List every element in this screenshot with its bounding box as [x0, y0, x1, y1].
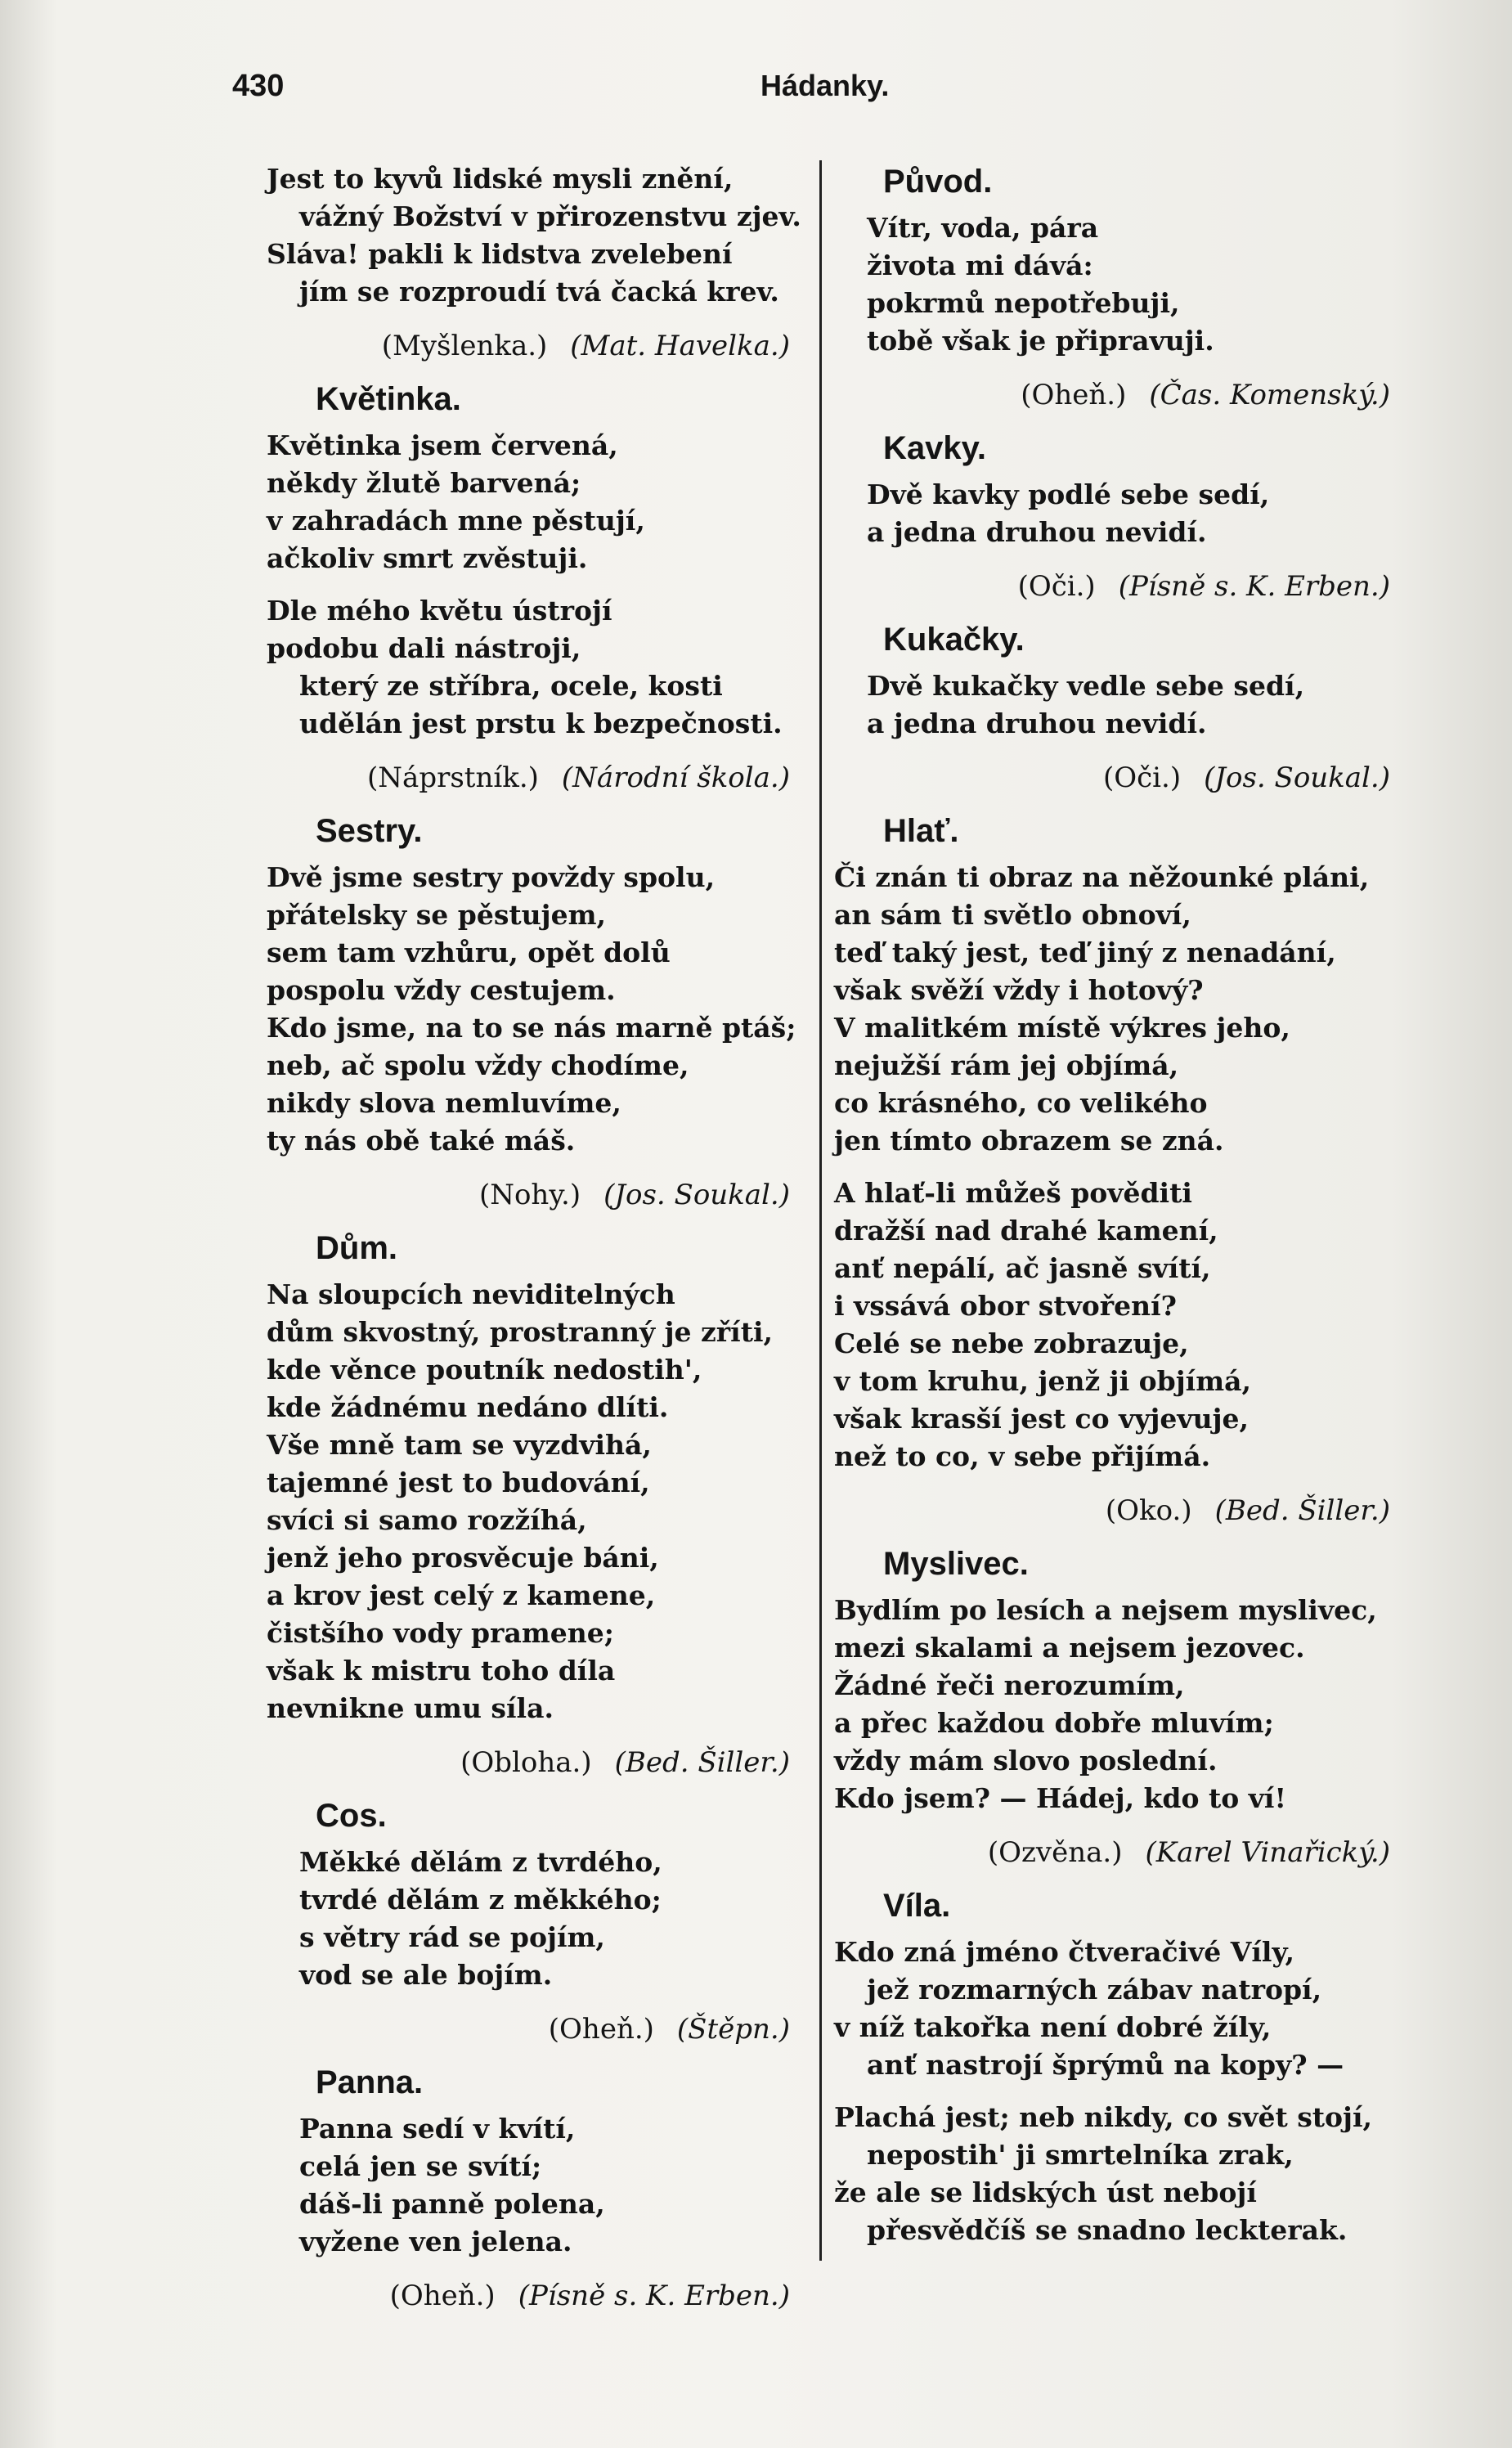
riddle-answer: (Oči.) — [1102, 761, 1182, 794]
riddle-source: (Mat. Havelka.) — [570, 330, 790, 362]
verse-line: celá jen se svítí; — [299, 2150, 542, 2182]
verse-line: s větry rád se pojím, — [299, 1921, 605, 1953]
verse-line: i vssává obor stvoření? — [834, 1290, 1178, 1322]
stanza — [267, 592, 790, 743]
verse-line: přátelsky se pěstujem, — [267, 899, 607, 931]
stanza — [267, 427, 790, 577]
verse-line: nepostih' ji smrtelníka zrak, — [867, 2139, 1294, 2171]
verse-line: tajemné jest to budování, — [267, 1467, 650, 1498]
riddle-answer-line — [267, 2275, 790, 2316]
verse-line: dům skvostný, prostranný je zříti, — [267, 1316, 773, 1348]
verse-line: jen tímto obrazem se zná. — [834, 1125, 1224, 1157]
verse-line: Dvě jsme sestry povždy spolu, — [267, 861, 716, 893]
verse-line: tvrdé dělám z měkkého; — [299, 1884, 662, 1916]
riddle-source: (Národní škola.) — [561, 761, 790, 794]
riddle-answer: (Nohy.) — [478, 1179, 581, 1211]
verse-line: a přec každou dobře mluvím; — [834, 1707, 1274, 1739]
verse-line: Dvě kavky podlé sebe sedí, — [867, 478, 1270, 510]
riddle-title: Dům. — [316, 1230, 397, 1266]
verse-line: který ze stříbra, ocele, kosti — [299, 670, 723, 702]
verse-line: kde žádnému nedáno dlíti. — [267, 1391, 669, 1423]
verse-line: svíci si samo rozžíhá, — [267, 1504, 587, 1536]
stanza — [834, 209, 1390, 360]
riddle-answer: (Oči.) — [1017, 570, 1096, 603]
verse-line: v níž takořka není dobré žíly, — [834, 2011, 1272, 2043]
verse-line: dáš-li panně polena, — [299, 2188, 605, 2220]
verse-line: anť nepálí, ač jasně svítí, — [834, 1252, 1211, 1284]
stanza — [834, 2099, 1390, 2249]
verse-line: mezi skalami a nejsem jezovec. — [834, 1632, 1305, 1664]
riddle-answer: (Oheň.) — [389, 2280, 496, 2312]
verse-line: ty nás obě také máš. — [267, 1125, 576, 1157]
verse-line: nevnikne umu síla. — [267, 1692, 554, 1724]
verse-line: V malitkém místě výkres jeho, — [834, 1012, 1290, 1044]
riddle-answer: (Myšlenka.) — [381, 330, 548, 362]
verse-line: však svěží vždy i hotový? — [834, 974, 1204, 1006]
stanza — [834, 667, 1390, 743]
riddle-source: (Čas. Komenský.) — [1149, 379, 1390, 411]
riddle-answer-line — [267, 757, 790, 798]
stanza — [267, 1276, 790, 1727]
verse-line: Vše mně tam se vyzdvihá, — [267, 1429, 652, 1461]
riddle — [834, 1543, 1390, 1873]
riddle — [267, 2061, 790, 2316]
verse-line: života mi dává: — [867, 249, 1093, 281]
verse-line: ačkoliv smrt zvěstuji. — [267, 542, 588, 574]
verse-line: v tom kruhu, jenž ji objímá, — [834, 1365, 1252, 1397]
riddle — [834, 810, 1390, 1531]
riddle-source: (Písně s. K. Erben.) — [518, 2280, 790, 2312]
riddle-title: Sestry. — [316, 813, 423, 849]
riddle — [834, 1884, 1390, 2249]
verse-line: tobě však je připravuji. — [867, 325, 1214, 357]
verse-line: kde věnce poutník nedostih', — [267, 1354, 702, 1386]
verse-line: někdy žlutě barvená; — [267, 467, 581, 499]
verse-line: Dvě kukačky vedle sebe sedí, — [867, 670, 1305, 702]
riddle-answer-line — [267, 326, 790, 366]
riddle-source: (Jos. Soukal.) — [603, 1179, 790, 1211]
riddle-answer-line — [267, 1742, 790, 1783]
verse-line: teď taký jest, teď jiný z nenadání, — [834, 937, 1336, 968]
riddle-title: Myslivec. — [883, 1546, 1029, 1582]
riddle-source: (Karel Vinařický.) — [1145, 1836, 1390, 1869]
right-column — [834, 160, 1390, 2264]
verse-line: pospolu vždy cestujem. — [267, 974, 616, 1006]
verse-line: pokrmů nepotřebuji, — [867, 287, 1180, 319]
riddle-answer-line — [834, 566, 1390, 607]
verse-line: a jedna druhou nevidí. — [867, 707, 1207, 739]
riddle-title: Kukačky. — [883, 622, 1025, 658]
stanza — [267, 1844, 790, 1994]
riddle-answer: (Oheň.) — [548, 2013, 654, 2046]
riddle-title: Květinka. — [316, 381, 461, 417]
verse-line: Vítr, voda, pára — [867, 212, 1099, 244]
riddle-source: (Jos. Soukal.) — [1204, 761, 1390, 794]
stanza — [267, 859, 796, 1160]
verse-line: Žádné řeči nerozumím, — [834, 1669, 1185, 1701]
verse-line: Panna sedí v kvítí, — [299, 2113, 576, 2145]
verse-line: an sám ti světlo obnoví, — [834, 899, 1191, 931]
riddle-answer: (Obloha.) — [460, 1746, 592, 1779]
verse-line: Jest to kyvů lidské mysli znění, — [267, 163, 734, 195]
running-head: Hádanky. — [760, 69, 890, 102]
verse-line: jím se rozproudí tvá čacká krev. — [299, 276, 779, 308]
verse-line: anť nastrojí šprýmů na kopy? — — [867, 2049, 1344, 2081]
verse-line: nejužší rám jej objímá, — [834, 1049, 1179, 1081]
verse-line: Celé se nebe zobrazuje, — [834, 1327, 1189, 1359]
page-number: 430 — [232, 69, 285, 103]
riddle — [267, 160, 801, 366]
left-column — [267, 160, 801, 2328]
stanza — [267, 2110, 790, 2261]
verse-line: vážný Božství v přirozenstvu zjev. — [299, 200, 801, 232]
riddle-title: Víla. — [883, 1888, 951, 1924]
verse-line: Bydlím po lesích a nejsem myslivec, — [834, 1594, 1377, 1626]
verse-line: Či znán ti obraz na něžounké pláni, — [834, 861, 1370, 893]
verse-line: neb, ač spolu vždy chodíme, — [267, 1049, 689, 1081]
verse-line: A hlať-li můžeš pověditi — [834, 1177, 1192, 1209]
riddle-title: Kavky. — [883, 430, 987, 466]
riddle-answer-line — [834, 375, 1390, 415]
verse-line: že ale se lidských úst nebojí — [834, 2176, 1257, 2208]
verse-line: Sláva! pakli k lidstva zvelebení — [267, 238, 733, 270]
verse-line: čistšího vody pramene; — [267, 1617, 614, 1649]
riddle-answer-line — [834, 757, 1390, 798]
riddle-answer-line — [834, 1832, 1390, 1873]
verse-line: Květinka jsem červená, — [267, 429, 618, 461]
verse-line: však k mistru toho díla — [267, 1655, 616, 1687]
verse-line: Kdo jsem? — Hádej, kdo to ví! — [834, 1782, 1286, 1814]
verse-line: sem tam vzhůru, opět dolů — [267, 937, 671, 968]
riddle-answer-line — [267, 1175, 790, 1215]
riddle-title: Panna. — [316, 2064, 424, 2100]
riddle — [834, 160, 1390, 415]
verse-line: Kdo jsme, na to se nás marně ptáš; — [267, 1012, 796, 1044]
riddle-answer-line — [834, 1490, 1390, 1531]
stanza — [834, 1934, 1390, 2084]
stanza — [834, 859, 1390, 1160]
riddle — [267, 810, 796, 1215]
verse-line: Dle mého květu ústrojí — [267, 595, 612, 627]
verse-line: však krasší jest co vyjevuje, — [834, 1403, 1250, 1435]
verse-line: Kdo zná jméno čtveračivé Víly, — [834, 1936, 1294, 1968]
verse-line: co krásného, co velikého — [834, 1087, 1208, 1119]
verse-line: vyžene ven jelena. — [299, 2226, 572, 2257]
verse-line: udělán jest prstu k bezpečnosti. — [299, 707, 783, 739]
riddle-source: (Štěpn.) — [676, 2013, 790, 2046]
riddle-source: (Bed. Šiller.) — [1214, 1494, 1390, 1527]
verse-line: Plachá jest; neb nikdy, co svět stojí, — [834, 2101, 1373, 2133]
column-divider — [819, 160, 822, 2261]
stanza — [267, 160, 801, 311]
riddle-answer-line — [267, 2009, 790, 2050]
verse-line: než to co, v sebe přijímá. — [834, 1440, 1211, 1472]
riddle-answer: (Oheň.) — [1021, 379, 1127, 411]
riddle — [267, 1794, 790, 2050]
verse-line: vždy mám slovo poslední. — [834, 1745, 1218, 1776]
verse-line: nikdy slova nemluvíme, — [267, 1087, 621, 1119]
stanza — [834, 1175, 1390, 1476]
riddle-answer: (Ozvěna.) — [987, 1836, 1123, 1869]
verse-line: dražší nad drahé kamení, — [834, 1215, 1218, 1246]
riddle-answer: (Náprstník.) — [367, 761, 539, 794]
riddle-title: Původ. — [883, 164, 993, 200]
riddle — [267, 1227, 790, 1783]
verse-line: v zahradách mne pěstují, — [267, 505, 645, 537]
riddle-title: Cos. — [316, 1798, 387, 1834]
riddle-answer: (Oko.) — [1105, 1494, 1192, 1527]
stanza — [834, 476, 1390, 551]
stanza — [834, 1592, 1390, 1817]
verse-line: a krov jest celý z kamene, — [267, 1579, 656, 1611]
verse-line: Měkké dělám z tvrdého, — [299, 1846, 662, 1878]
verse-line: vod se ale bojím. — [299, 1959, 553, 1991]
verse-line: a jedna druhou nevidí. — [867, 516, 1207, 548]
riddle — [834, 618, 1390, 798]
riddle-source: (Bed. Šiller.) — [614, 1746, 790, 1779]
verse-line: jenž jeho prosvěcuje báni, — [267, 1542, 659, 1574]
riddle-title: Hlať. — [883, 813, 959, 849]
riddle-source: (Písně s. K. Erben.) — [1118, 570, 1390, 603]
riddle — [267, 378, 790, 798]
verse-line: Na sloupcích neviditelných — [267, 1278, 675, 1310]
verse-line: jež rozmarných zábav natropí, — [867, 1974, 1322, 2006]
riddle — [834, 427, 1390, 607]
verse-line: podobu dali nástroji, — [267, 632, 581, 664]
verse-line: přesvědčíš se snadno leckterak. — [867, 2214, 1348, 2246]
